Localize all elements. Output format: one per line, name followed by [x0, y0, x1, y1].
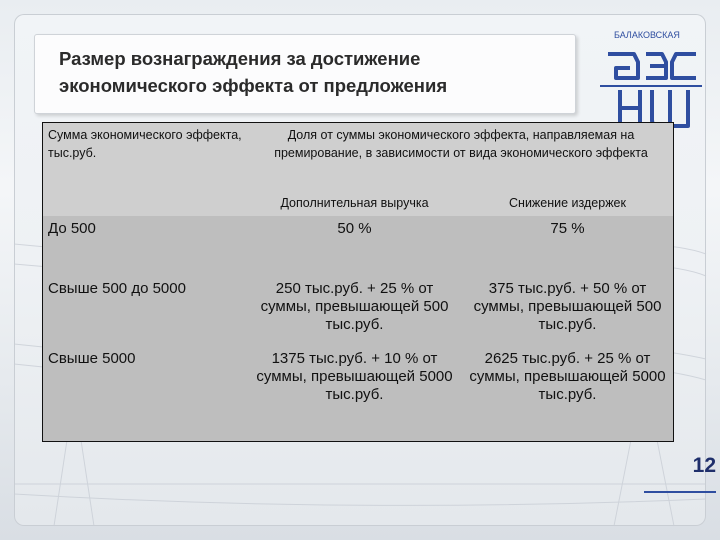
- table-header-row: [42, 122, 674, 190]
- header-group-label: Доля от суммы экономического эффекта, направляемая на премирование, в зависимости от вида экономического эффекта: [274, 128, 648, 160]
- row-revenue-value: 50 %: [337, 220, 372, 237]
- header-sum-cell: [42, 122, 248, 216]
- subheader-revenue-cell: [248, 190, 461, 216]
- row-revenue-value: 1375 тыс.руб. + 10 % от суммы, превышающей 5000 тыс.руб.: [256, 350, 453, 403]
- logo-top-text: БАЛАКОВСКАЯ: [614, 30, 680, 40]
- table-row: [42, 276, 674, 346]
- row-cost-value: 75 %: [550, 220, 585, 237]
- subheader-cost-label: Снижение издержек: [509, 196, 626, 210]
- row-revenue-value: 250 тыс.руб. + 25 % от суммы, превышающей 500 тыс.руб.: [260, 280, 449, 333]
- row-label: До 500: [48, 220, 96, 237]
- balakovo-npp-logo: [596, 26, 706, 134]
- header-group-cell: [248, 122, 674, 190]
- subheader-cost-cell: [461, 190, 674, 216]
- table-row: [42, 346, 674, 442]
- reward-table: [42, 122, 674, 442]
- table-row: [42, 216, 674, 276]
- row-cost-value: 2625 тыс.руб. + 25 % от суммы, превышающей 5000 тыс.руб.: [469, 350, 666, 403]
- slide-number-underline: [644, 491, 716, 493]
- row-label: Свыше 500 до 5000: [48, 280, 186, 297]
- header-sum-label: Сумма экономического эффекта, тыс.руб.: [48, 128, 242, 160]
- subheader-revenue-label: Дополнительная выручка: [280, 196, 429, 210]
- slide-number: 12: [692, 454, 716, 477]
- title-box: [34, 34, 576, 114]
- page-title: Размер вознаграждения за достижение экономического эффекта от предложения: [59, 48, 448, 96]
- row-cost-value: 375 тыс.руб. + 50 % от суммы, превышающей 500 тыс.руб.: [473, 280, 662, 333]
- row-label: Свыше 5000: [48, 350, 136, 367]
